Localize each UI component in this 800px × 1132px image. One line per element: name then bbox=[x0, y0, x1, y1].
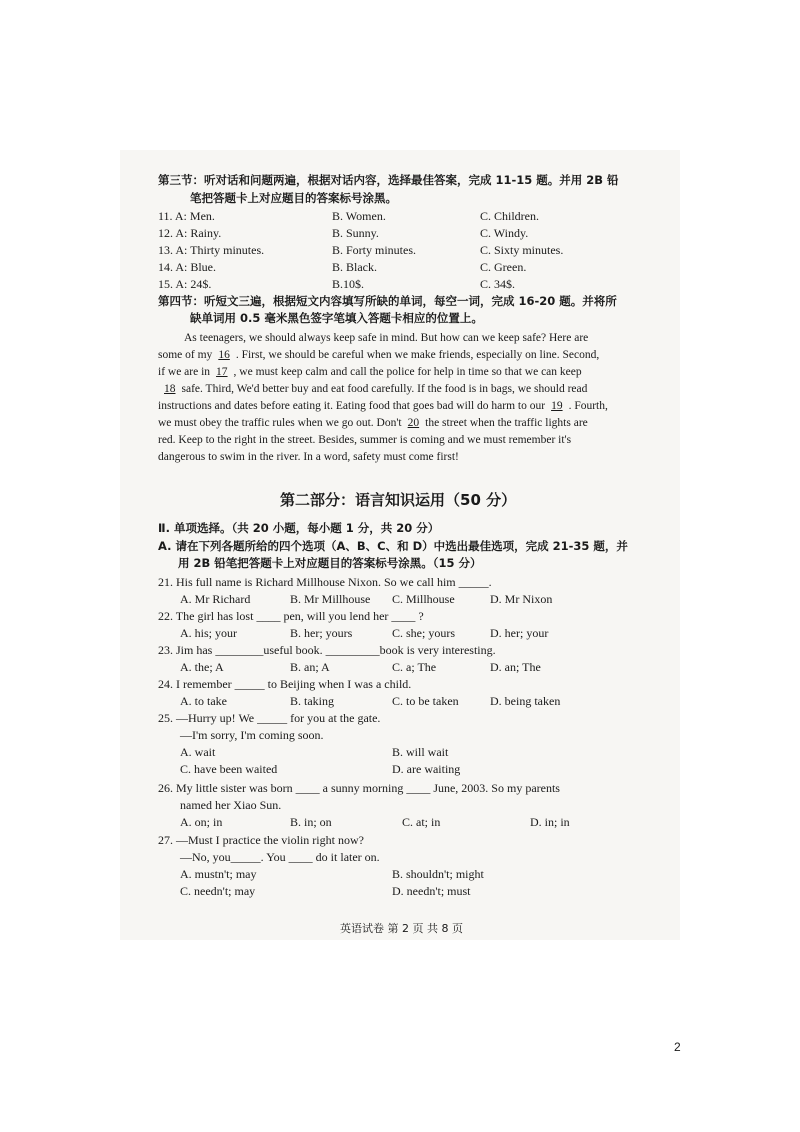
q25-option-b: B. will wait bbox=[392, 745, 449, 759]
q27-option-b: B. shouldn't; might bbox=[392, 867, 484, 881]
q13-option-b: B. Forty minutes. bbox=[332, 243, 417, 257]
passage-text: , we must keep calm and call the police for help in time so that we can keep bbox=[233, 366, 582, 378]
q25-stem-line2: —I'm sorry, I'm coming soon. bbox=[180, 728, 324, 742]
blank-19: 19 bbox=[551, 400, 563, 412]
q22-stem: 22. The girl has lost ____ pen, will you lend her ____ ? bbox=[158, 609, 424, 623]
passage-text: . Fourth, bbox=[568, 400, 608, 412]
q12-option-b: B. Sunny. bbox=[332, 226, 379, 240]
q13-option-c: C. Sixty minutes. bbox=[480, 243, 564, 257]
exam-footer: 英语试卷 第 2 页 共 8 页 bbox=[340, 922, 463, 935]
q24-option-d: D. being taken bbox=[490, 694, 561, 708]
q24-stem: 24. I remember _____ to Beijing when I was a child. bbox=[158, 677, 412, 691]
q13-option-a: 13. A: Thirty minutes. bbox=[158, 243, 265, 257]
q25-option-a: A. wait bbox=[180, 745, 216, 759]
q26-option-d: D. in; in bbox=[530, 815, 570, 829]
q25-option-d: D. are waiting bbox=[392, 762, 461, 776]
q27-option-d: D. needn't; must bbox=[392, 884, 471, 898]
passage-text: safe. Third, We'd better buy and eat food carefully. If the food is in bags, we should read bbox=[181, 383, 588, 395]
blank-17: 17 bbox=[216, 366, 228, 378]
section4-heading-line1: 第四节：听短文三遍，根据短文内容填写所缺的单词，每空一词，完成 16-20 题。并将所 bbox=[158, 294, 617, 308]
section3-heading-line2: 笔把答题卡上对应题目的答案标号涂黑。 bbox=[190, 191, 397, 205]
q21-option-d: D. Mr Nixon bbox=[490, 592, 553, 606]
blank-18: 18 bbox=[164, 383, 176, 395]
q14-option-c: C. Green. bbox=[480, 260, 527, 274]
q27-stem-line2: —No, you_____. You ____ do it later on. bbox=[180, 850, 380, 864]
q21-stem: 21. His full name is Richard Millhouse Nixon. So we call him _____. bbox=[158, 575, 492, 589]
q23-option-a: A. the; A bbox=[180, 660, 224, 674]
q11-option-b: B. Women. bbox=[332, 209, 386, 223]
q15-option-c: C. 34$. bbox=[480, 277, 516, 291]
blank-16: 16 bbox=[218, 349, 230, 361]
q14-option-b: B. Black. bbox=[332, 260, 377, 274]
q25-stem: 25. —Hurry up! We _____ for you at the gate. bbox=[158, 711, 381, 725]
q11-option-a: 11. A: Men. bbox=[158, 209, 215, 223]
q25-option-c: C. have been waited bbox=[180, 762, 278, 776]
passage-line-5 bbox=[158, 398, 608, 414]
part2-title: 第二部分：语言知识运用（50 分） bbox=[280, 491, 517, 509]
q22-option-c: C. she; yours bbox=[392, 626, 455, 640]
q22-option-d: D. her; your bbox=[490, 626, 549, 640]
q14-option-a: 14. A: Blue. bbox=[158, 260, 217, 274]
q11-option-c: C. Children. bbox=[480, 209, 539, 223]
q23-option-d: D. an; The bbox=[490, 660, 541, 674]
q12-option-c: C. Windy. bbox=[480, 226, 529, 240]
q22-option-b: B. her; yours bbox=[290, 626, 353, 640]
q15-option-b: B.10$. bbox=[332, 277, 365, 291]
passage-text: . First, we should be careful when we make friends, especially on line. Second, bbox=[235, 349, 600, 361]
page-number: 2 bbox=[674, 1040, 681, 1054]
passage-line-8: dangerous to swim in the river. In a word, safety must come first! bbox=[158, 451, 459, 463]
q21-option-c: C. Millhouse bbox=[392, 592, 455, 606]
section4-heading-line2: 缺单词用 0.5 毫米黑色签字笔填入答题卡相应的位置上。 bbox=[190, 311, 483, 325]
passage-line-1: As teenagers, we should always keep safe in mind. But how can we keep safe? Here are bbox=[184, 332, 589, 344]
blank-20: 20 bbox=[407, 417, 420, 429]
passage-text: if we are in bbox=[158, 366, 211, 378]
q23-option-c: C. a; The bbox=[392, 660, 437, 674]
q12-option-a: 12. A: Rainy. bbox=[158, 226, 222, 240]
q21-option-b: B. Mr Millhouse bbox=[290, 592, 371, 606]
passage-line-3 bbox=[158, 364, 582, 380]
q23-option-b: B. an; A bbox=[290, 660, 330, 674]
q26-stem-line2: named her Xiao Sun. bbox=[180, 798, 282, 812]
passage-text: the street when the traffic lights are bbox=[425, 417, 588, 429]
q15-option-a: 15. A: 24$. bbox=[158, 277, 212, 291]
q24-option-a: A. to take bbox=[180, 694, 227, 708]
q26-option-c: C. at; in bbox=[402, 815, 441, 829]
passage-line-4 bbox=[158, 381, 587, 397]
passage-text: some of my bbox=[158, 349, 213, 361]
passage-line-7: red. Keep to the right in the street. Besides, summer is coming and we must remember it's bbox=[158, 434, 572, 446]
q23-stem: 23. Jim has ________useful book. _________book is very interesting. bbox=[158, 643, 496, 657]
q27-option-a: A. mustn't; may bbox=[180, 867, 257, 881]
scanned-exam-page bbox=[120, 150, 680, 940]
q27-stem: 27. —Must I practice the violin right now? bbox=[158, 833, 364, 847]
passage-line-6 bbox=[158, 415, 588, 431]
passage-text: we must obey the traffic rules when we go out. Don't bbox=[158, 417, 402, 429]
passage-text: instructions and dates before eating it. Eating food that goes bad will do harm to our bbox=[158, 400, 546, 412]
passage-line-2 bbox=[158, 347, 599, 363]
q24-option-c: C. to be taken bbox=[392, 694, 459, 708]
q21-option-a: A. Mr Richard bbox=[180, 592, 251, 606]
q22-option-a: A. his; your bbox=[180, 626, 237, 640]
part2-subheading: Ⅱ. 单项选择。（共 20 小题，每小题 1 分，共 20 分） bbox=[158, 521, 440, 535]
q27-option-c: C. needn't; may bbox=[180, 884, 256, 898]
part2-instruction-line2: 用 2B 铅笔把答题卡上对应题目的答案标号涂黑。（15 分） bbox=[178, 556, 482, 570]
q26-stem: 26. My little sister was born ____ a sunny morning ____ June, 2003. So my parents bbox=[158, 781, 560, 795]
part2-instruction-line1: A. 请在下列各题所给的四个选项（A、B、C、和 D）中选出最佳选项，完成 21-35 题，并 bbox=[158, 539, 628, 553]
section3-heading-line1: 第三节：听对话和问题两遍，根据对话内容，选择最佳答案，完成 11-15 题。并用 2B 铅 bbox=[158, 173, 619, 187]
q26-option-b: B. in; on bbox=[290, 815, 332, 829]
q26-option-a: A. on; in bbox=[180, 815, 223, 829]
q24-option-b: B. taking bbox=[290, 694, 334, 708]
